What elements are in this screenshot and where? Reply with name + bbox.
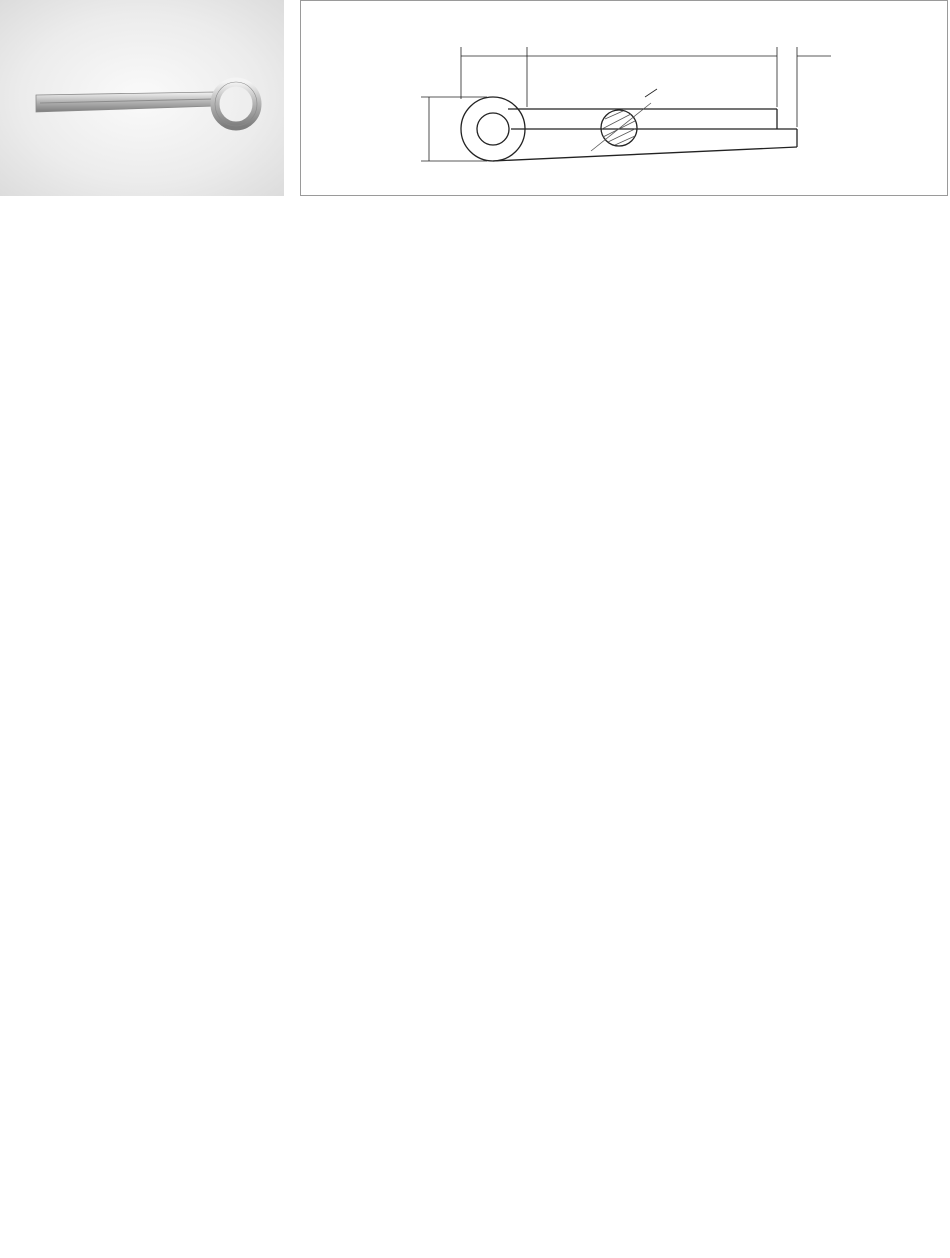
technical-drawing bbox=[300, 0, 948, 196]
product-photo bbox=[0, 0, 284, 196]
cotter-pin-photo bbox=[0, 0, 284, 196]
cotter-pin-drawing bbox=[301, 1, 949, 197]
